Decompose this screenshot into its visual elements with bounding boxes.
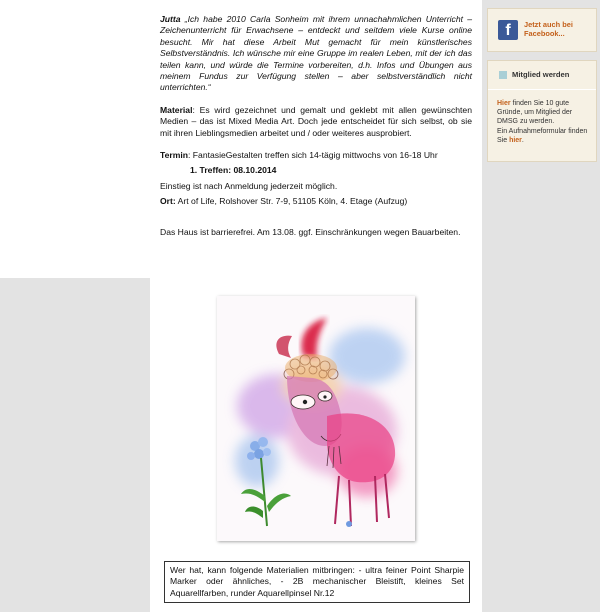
quote-paragraph xyxy=(160,14,472,94)
quote-name: Jutta xyxy=(160,14,181,24)
member-text xyxy=(497,99,593,145)
member-link-form[interactable]: hier xyxy=(509,136,522,144)
main-content xyxy=(150,0,482,612)
article-body xyxy=(160,14,472,238)
facebook-line2[interactable]: Facebook... xyxy=(524,29,565,39)
facebook-icon[interactable]: f xyxy=(498,20,518,40)
termin-text: : FantasieGestalten treffen sich 14-tägig mittwochs von 16-18 Uhr xyxy=(188,150,438,161)
ort-label: Ort: xyxy=(160,196,176,207)
member-title: Mitglied werden xyxy=(512,70,570,79)
entry-note: Einstieg ist nach Anmeldung jederzeit möglich. xyxy=(160,180,338,191)
member-header xyxy=(488,61,596,90)
materials-notice: Wer hat, kann folgende Materialien mitbringen: - ultra feiner Point Sharpie Marker oder ähnliches, - 2B mechanischer Bleistift, kleines Set Aquarellfarben, runder Aquarellpinsel Nr.12 xyxy=(164,561,470,603)
termin-label: Termin xyxy=(160,150,189,161)
ort-text: Art of Life, Rolshover Str. 7-9, 51105 Köln, 4. Etage (Aufzug) xyxy=(175,196,408,207)
facebook-link[interactable] xyxy=(524,20,594,39)
goat-watercolor-illustration xyxy=(217,296,415,541)
member-paragraph-2 xyxy=(497,127,593,145)
ort-paragraph xyxy=(160,196,472,207)
material-text: : Es wird gezeichnet und gemalt und geklebt mit allen gewünschten Medien – das ist Mixed Media Art. Doch jede entscheidet für sich selbst, ob sie mit ihren Lieblingsmedien arbeitet und / oder weiteres ausprobiert. xyxy=(160,104,472,138)
member-text-1: finden Sie 10 gute Gründe, um Mitglied der DMSG zu werden. xyxy=(497,100,573,126)
termin-paragraph xyxy=(160,150,472,161)
facebook-widget[interactable] xyxy=(487,8,597,52)
barrier-note: Das Haus ist barrierefrei. Am 13.08. ggf. Einschränkungen wegen Bauarbeiten. xyxy=(160,226,461,237)
first-meeting: 1. Treffen: 08.10.2014 xyxy=(190,165,277,176)
member-widget xyxy=(487,60,597,162)
member-text-end: . xyxy=(521,136,524,144)
member-text-2: Ein Aufnahmeformular finden Sie xyxy=(497,127,588,144)
material-paragraph xyxy=(160,105,472,139)
facebook-line1[interactable]: Jetzt auch bei xyxy=(524,20,573,29)
material-label: Material xyxy=(160,104,193,115)
member-link-reasons[interactable]: Hier xyxy=(497,100,511,107)
member-paragraph-1 xyxy=(497,99,593,127)
square-bullet-icon xyxy=(499,71,507,79)
goat-watercolor-image xyxy=(217,296,415,541)
quote-text: „Ich habe 2010 Carla Sonheim mit ihrem unnachahmlichen Unterricht – Zeichenunterricht für Erwachsene – entdeckt und seitdem viele Kurse online besucht. Mir hat diese Arbeit Mut gemacht für mein künstlerisches Selbstverständnis. Ich wünsche mir eine Gruppe im realen Leben, mit der ich das teilen kann, und würde die Termine vorbereiten, d.h. Infos und Übungen aus meinem Fundus zur Verfügung stellen – aber selbstverständlich nicht unterrichten.“ xyxy=(160,14,473,93)
